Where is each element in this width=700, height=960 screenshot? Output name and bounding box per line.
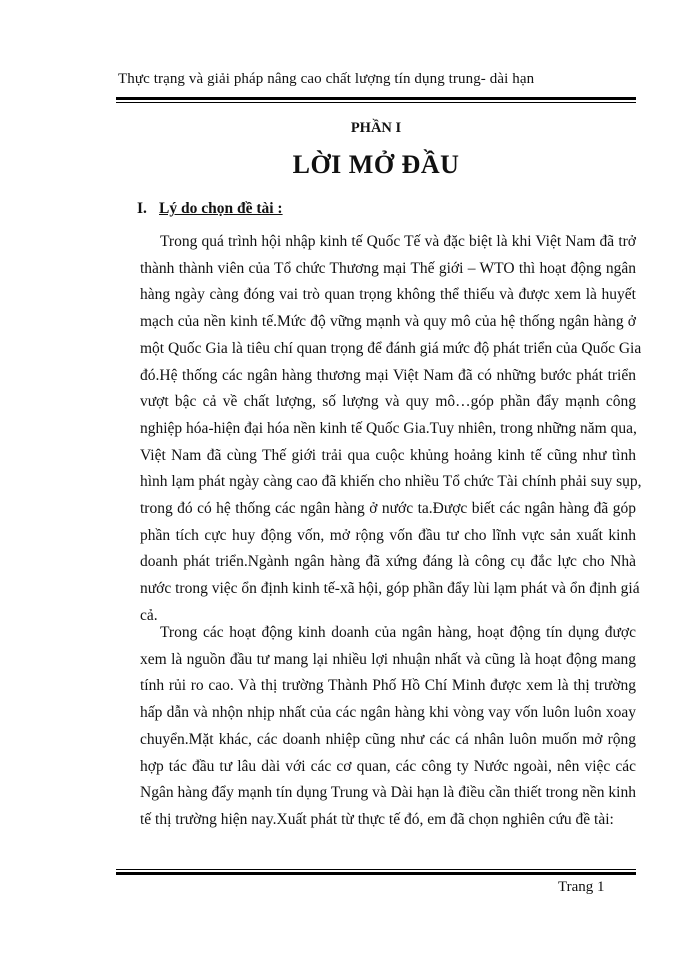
paragraph-line: doanh phát triển.Ngành ngân hàng đã xứng đáng là công cụ đắc lực cho Nhà	[140, 553, 636, 571]
section-number: I.	[137, 200, 147, 217]
paragraph-line: cả.	[140, 606, 158, 624]
part-label: PHẦN I	[350, 120, 402, 136]
paragraph-line: nước trong việc ổn định kinh tế-xã hội, góp phần đẩy lùi lạm phát và ổn định giá	[140, 580, 640, 598]
paragraph-line: tính rủi ro cao. Và thị trường Thành Phố Hồ Chí Minh được xem là thị trường	[140, 677, 636, 695]
footer-rule-thin	[116, 869, 636, 870]
section-title: Lý do chọn đề tài :	[159, 200, 283, 217]
footer-rule-thick	[116, 872, 636, 875]
paragraph-line: Trong quá trình hội nhập kinh tế Quốc Tế và đặc biệt là khi Việt Nam đã trở	[160, 233, 636, 250]
paragraph-line: thành thành viên của Tổ chức Thương mại Thế giới – WTO thì hoạt động ngân	[140, 259, 636, 277]
body-paragraph-1	[140, 229, 642, 630]
paragraph-line: trong đó có hệ thống các ngân hàng ở nước ta.Được biết các ngân hàng đã góp	[140, 500, 636, 518]
header-title: Thực trạng và giải pháp nâng cao chất lượng tín dụng trung- dài hạn	[118, 71, 535, 87]
paragraph-line: vượt bậc cả về chất lượng, số lượng và quy mô…góp phần đẩy mạnh công	[140, 393, 636, 411]
paragraph-line: phần tích cực huy động vốn, mở rộng vốn đầu tư cho lĩnh vực sản xuất kinh	[140, 526, 636, 544]
paragraph-line: đó.Hệ thống các ngân hàng thương mại Việt Nam đã có những bước phát triển	[140, 366, 636, 384]
page-number: Trang 1	[558, 879, 605, 895]
section-heading	[137, 200, 283, 218]
paragraph-line: mạch của nền kinh tế.Mức độ vững mạnh và quy mô của hệ thống ngân hàng ở	[140, 313, 636, 331]
paragraph-line: một Quốc Gia là tiêu chí quan trọng để đánh giá mức độ phát triển của Quốc Gia	[140, 339, 642, 357]
paragraph-line: hợp tác đầu tư lâu dài với các cơ quan, các công ty Nước ngoài, nên việc các	[140, 757, 636, 775]
paragraph-line: Ngân hàng đẩy mạnh tín dụng Trung và Dài hạn là điều cần thiết trong nền kinh	[140, 784, 636, 802]
header-rule-thin	[116, 102, 636, 103]
paragraph-line: xem là nguồn đầu tư mang lại nhiều lợi nhuận nhất và cũng là hoạt động mang	[140, 650, 636, 668]
paragraph-line: tế thị trường hiện nay.Xuất phát từ thực tế đó, em đã chọn nghiên cứu đề tài:	[140, 810, 614, 828]
main-title: LỜI MỞ ĐẦU	[292, 150, 460, 179]
paragraph-line: hình lạm phát ngày càng cao đã khiến cho nhiều Tổ chức Tài chính phải suy sụp,	[140, 473, 642, 491]
paragraph-line: chuyển.Mặt khác, các doanh nhiệp cũng như các cá nhân luôn muốn mở rộng	[140, 730, 636, 748]
paragraph-line: Việt Nam đã cùng Thế giới trải qua cuộc khủng hoảng kinh tế cũng như tình	[140, 446, 636, 464]
body-paragraph-2	[140, 620, 636, 834]
paragraph-line: Trong các hoạt động kinh doanh của ngân hàng, hoạt động tín dụng được	[160, 624, 636, 641]
paragraph-line: nghiệp hóa-hiện đại hóa nền kinh tế Quốc Gia.Tuy nhiên, trong những năm qua,	[140, 419, 637, 437]
paragraph-line: hàng ngày càng đóng vai trò quan trọng không thể thiếu và được xem là huyết	[140, 286, 636, 304]
header-rule-thick	[116, 97, 636, 100]
paragraph-line: hấp dẫn và nhộn nhịp nhất của các ngân hàng khi vòng vay vốn luôn luôn xoay	[140, 704, 636, 722]
